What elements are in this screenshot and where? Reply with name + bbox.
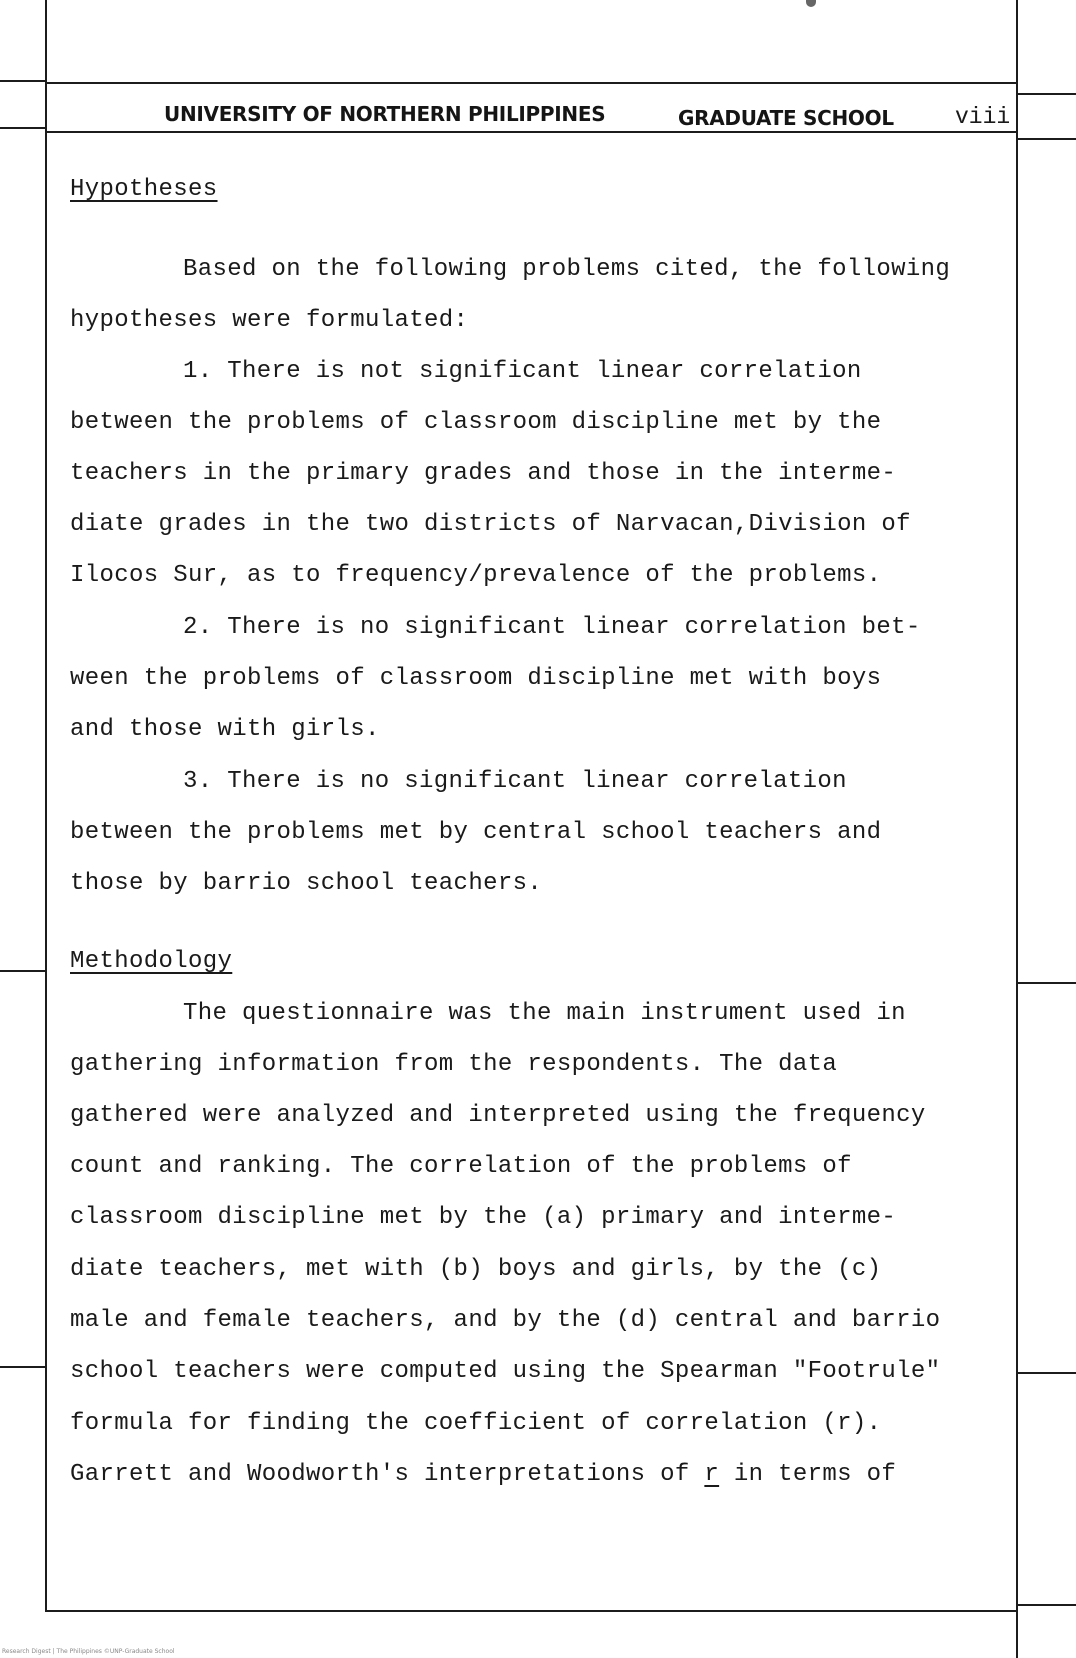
frame-tick [1018,138,1076,140]
bottom-rule [45,1610,1018,1612]
text-line: school teachers were computed using the Spearman "Footrule" [70,1358,941,1385]
text-line: diate teachers, met with (b) boys and girls, by the (c) [70,1256,882,1283]
text-line: male and female teachers, and by the (d) central and barrio [70,1307,941,1334]
left-margin-line [45,0,47,1610]
hypothesis-2-first-line: 2. There is no significant linear correlation bet- [183,614,921,641]
school-name: GRADUATE SCHOOL [678,106,894,130]
frame-tick [1018,93,1076,95]
frame-tick [0,80,45,82]
frame-tick [0,1366,45,1368]
text-line: those by barrio school teachers. [70,870,543,897]
frame-tick [1018,1372,1076,1374]
frame-tick [1018,1604,1076,1606]
page-number: viii [955,104,1011,130]
text-line: Ilocos Sur, as to frequency/prevalence of the problems. [70,562,882,589]
text-fragment: in terms of [719,1461,897,1488]
hypotheses-heading: Hypotheses [70,176,218,203]
ink-speck [806,0,816,7]
text-line-last [70,1461,896,1488]
text-line: gathered were analyzed and interpreted using the frequency [70,1102,926,1129]
header-rule [45,131,1018,133]
methodology-heading: Methodology [70,948,233,975]
scan-footer-note: Research Digest | The Philippines ©UNP-Graduate School [2,1648,175,1655]
text-line: and those with girls. [70,716,380,743]
text-line: between the problems met by central school teachers and [70,819,882,846]
text-line: hypotheses were formulated: [70,307,469,334]
text-line: between the problems of classroom discipline met by the [70,409,882,436]
text-line: formula for finding the coefficient of correlation (r). [70,1410,882,1437]
text-fragment: Garrett and Woodworth's interpretations of [70,1461,705,1488]
hypothesis-1-first-line: 1. There is not significant linear correlation [183,358,862,385]
frame-tick [1018,982,1076,984]
frame-tick [0,127,45,129]
institution-name: UNIVERSITY OF NORTHERN PHILIPPINES [164,102,606,126]
correlation-symbol: r [704,1461,720,1488]
text-line: classroom discipline met by the (a) primary and interme- [70,1204,897,1231]
frame-tick [0,970,45,972]
text-line: count and ranking. The correlation of the problems of [70,1153,852,1180]
text-line: ween the problems of classroom discipline met with boys [70,665,882,692]
text-line: teachers in the primary grades and those in the interme- [70,460,897,487]
text-line: Based on the following problems cited, the following [183,256,951,283]
top-rule [45,82,1018,84]
text-line: The questionnaire was the main instrument used in [183,1000,906,1027]
text-line: gathering information from the respondents. The data [70,1051,838,1078]
running-head [160,100,1010,130]
text-line: diate grades in the two districts of Narvacan,Division of [70,511,911,538]
hypothesis-3-first-line: 3. There is no significant linear correlation [183,768,847,795]
right-margin-line [1016,0,1018,1658]
